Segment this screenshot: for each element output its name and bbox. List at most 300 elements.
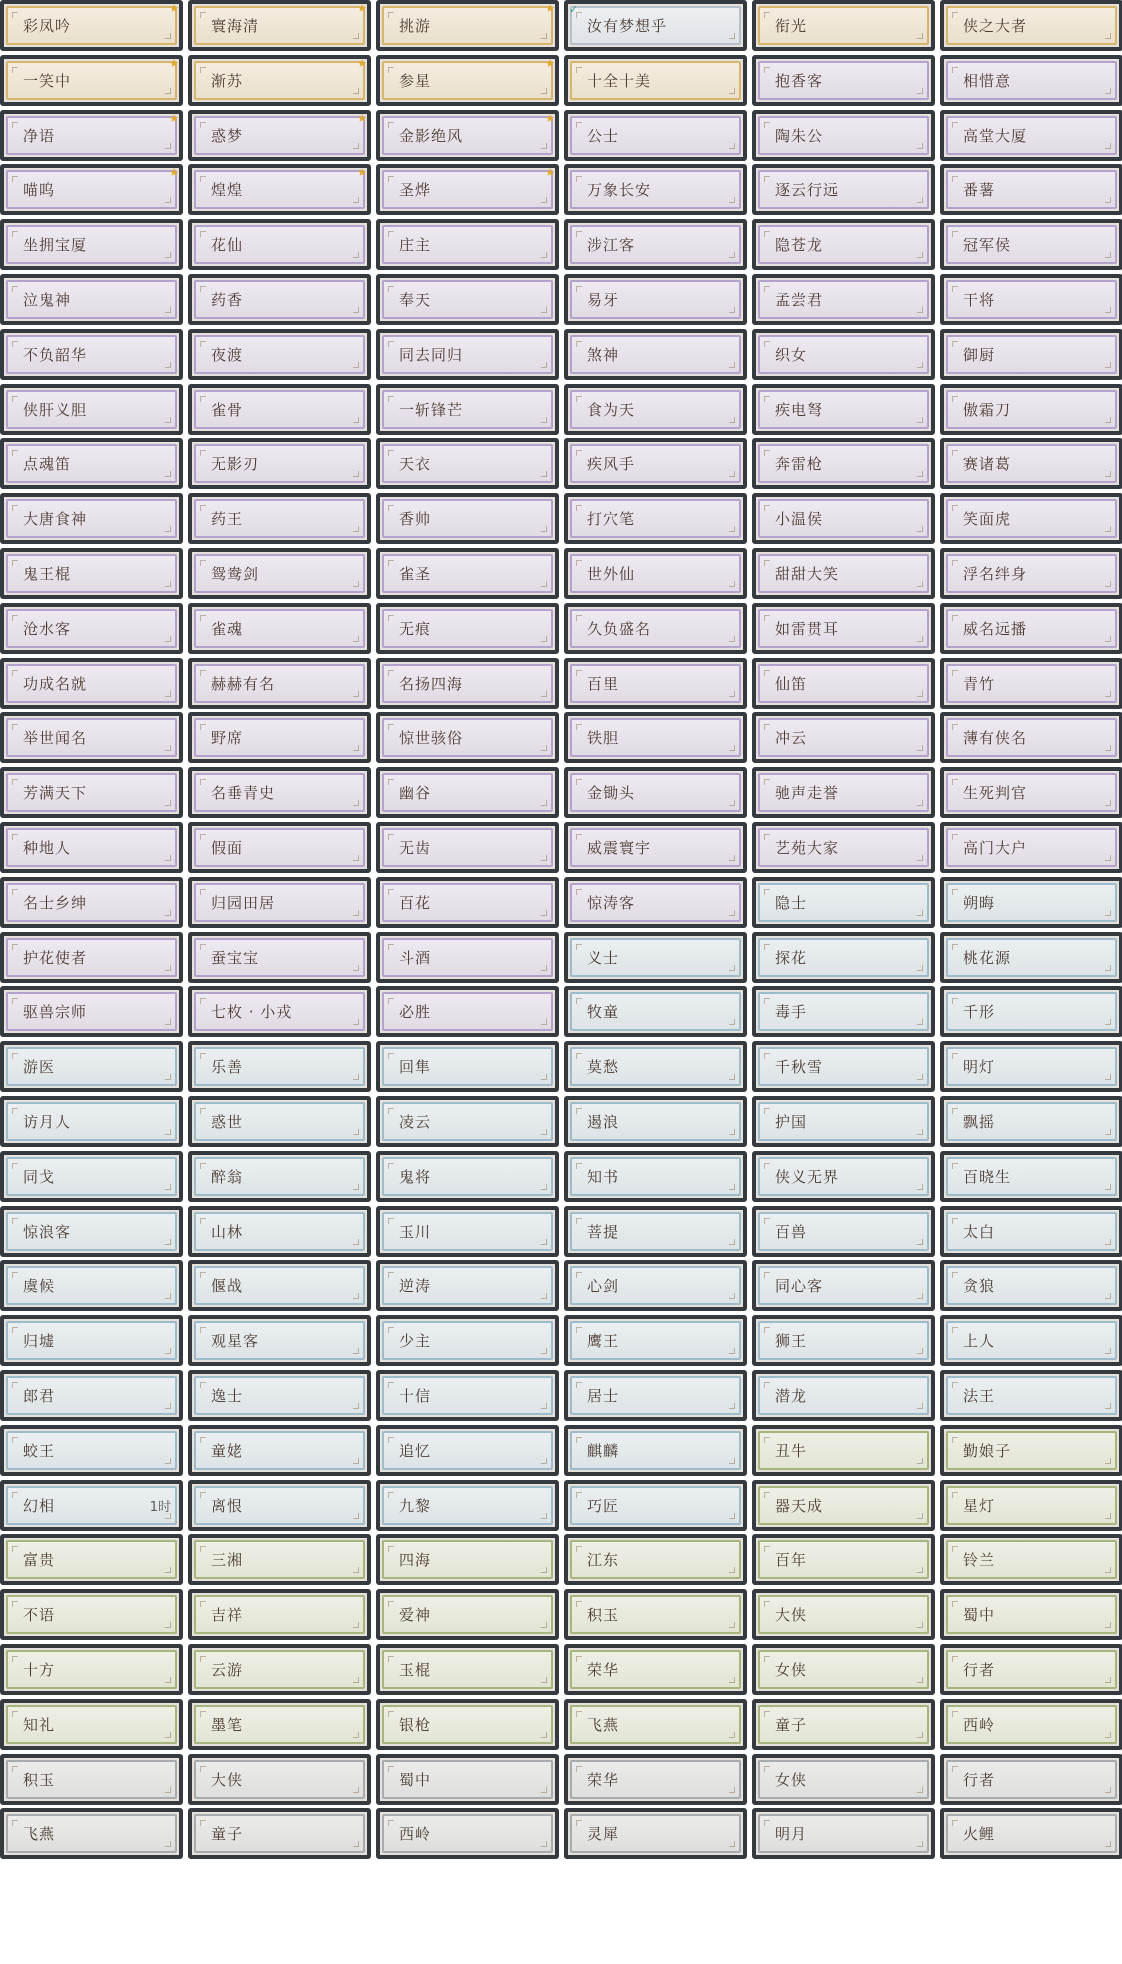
title-item[interactable]	[752, 712, 935, 763]
title-item[interactable]	[940, 1589, 1122, 1640]
title-item[interactable]	[0, 1370, 183, 1421]
title-item-label: 名扬四海	[399, 674, 464, 693]
title-item[interactable]	[940, 822, 1122, 873]
title-item-label: 净语	[23, 126, 56, 145]
title-item[interactable]	[940, 55, 1122, 106]
title-item[interactable]	[564, 219, 747, 270]
title-item[interactable]	[188, 1534, 371, 1585]
title-item[interactable]	[940, 1644, 1122, 1695]
title-item[interactable]	[188, 658, 371, 709]
title-item[interactable]	[376, 1370, 559, 1421]
title-item[interactable]	[752, 1534, 935, 1585]
frame-corner-ornament	[165, 745, 171, 751]
title-item[interactable]	[940, 329, 1122, 380]
title-item[interactable]	[564, 1425, 747, 1476]
frame-corner-ornament	[1105, 471, 1111, 477]
title-item[interactable]	[188, 329, 371, 380]
frame-corner-ornament	[917, 1513, 923, 1519]
frame-corner-ornament	[353, 1732, 359, 1738]
title-item[interactable]	[188, 603, 371, 654]
title-item[interactable]	[940, 1699, 1122, 1750]
title-item[interactable]	[752, 1808, 935, 1859]
title-item[interactable]	[564, 55, 747, 106]
star-icon: ★	[169, 111, 179, 125]
title-item[interactable]	[564, 767, 747, 818]
title-item[interactable]	[376, 164, 559, 215]
title-item[interactable]	[376, 1096, 559, 1147]
frame-corner-ornament	[12, 122, 18, 128]
title-item-label: 相惜意	[963, 71, 1012, 90]
title-item[interactable]	[188, 1206, 371, 1257]
title-item[interactable]	[0, 1589, 183, 1640]
title-item[interactable]	[188, 164, 371, 215]
title-item[interactable]	[188, 1260, 371, 1311]
title-item[interactable]	[376, 329, 559, 380]
title-item[interactable]	[940, 548, 1122, 599]
title-item[interactable]	[564, 822, 747, 873]
frame-corner-ornament	[353, 362, 359, 368]
title-item-label: 驰声走誉	[775, 784, 840, 803]
title-item[interactable]	[564, 1644, 747, 1695]
title-item[interactable]	[376, 1315, 559, 1366]
title-item[interactable]	[564, 1151, 747, 1202]
title-item[interactable]	[752, 932, 935, 983]
title-item[interactable]	[376, 110, 559, 161]
frame-corner-ornament	[12, 1272, 18, 1278]
title-item[interactable]	[940, 1260, 1122, 1311]
title-item[interactable]	[752, 0, 935, 51]
title-item[interactable]	[376, 658, 559, 709]
title-item[interactable]	[0, 110, 183, 161]
title-item[interactable]	[376, 1534, 559, 1585]
title-item[interactable]	[940, 1425, 1122, 1476]
title-item-label: 薄有侠名	[963, 729, 1028, 748]
frame-corner-ornament	[729, 1677, 735, 1683]
frame-corner-ornament	[576, 1053, 582, 1059]
frame-corner-ornament	[576, 1272, 582, 1278]
title-item[interactable]	[564, 1041, 747, 1092]
frame-corner-ornament	[12, 1218, 18, 1224]
title-item[interactable]	[564, 0, 747, 51]
title-item[interactable]	[0, 603, 183, 654]
title-item[interactable]	[376, 1041, 559, 1092]
title-item[interactable]	[188, 274, 371, 325]
frame-corner-ornament	[952, 67, 958, 73]
frame-corner-ornament	[952, 1601, 958, 1607]
title-item[interactable]	[752, 274, 935, 325]
title-item-label: 喵呜	[23, 181, 56, 200]
title-item[interactable]	[564, 164, 747, 215]
title-item[interactable]	[376, 219, 559, 270]
title-item[interactable]	[564, 329, 747, 380]
title-item[interactable]	[188, 438, 371, 489]
frame-corner-ornament	[12, 505, 18, 511]
title-item[interactable]	[564, 1589, 747, 1640]
title-item[interactable]	[376, 1699, 559, 1750]
title-item[interactable]	[564, 1370, 747, 1421]
frame-corner-ornament	[764, 1766, 770, 1772]
title-item[interactable]	[752, 603, 935, 654]
title-item[interactable]	[0, 1808, 183, 1859]
title-item[interactable]	[188, 986, 371, 1037]
title-item[interactable]	[564, 1754, 747, 1805]
title-item[interactable]	[564, 1480, 747, 1531]
title-item[interactable]	[752, 822, 935, 873]
title-item[interactable]	[376, 986, 559, 1037]
title-item[interactable]	[0, 384, 183, 435]
title-item[interactable]	[752, 1315, 935, 1366]
frame-corner-ornament	[541, 745, 547, 751]
title-item[interactable]	[752, 1699, 935, 1750]
frame-corner-ornament	[764, 998, 770, 1004]
title-item[interactable]	[0, 767, 183, 818]
title-item[interactable]	[752, 219, 935, 270]
title-item[interactable]	[376, 1260, 559, 1311]
title-item[interactable]	[188, 219, 371, 270]
title-item[interactable]	[376, 548, 559, 599]
title-item[interactable]	[940, 164, 1122, 215]
title-item[interactable]	[188, 110, 371, 161]
title-item[interactable]	[564, 274, 747, 325]
title-item-label: 不语	[23, 1606, 56, 1625]
frame-corner-ornament	[541, 1622, 547, 1628]
title-item[interactable]	[188, 1041, 371, 1092]
frame-corner-ornament	[200, 1108, 206, 1114]
title-item[interactable]	[188, 822, 371, 873]
frame-corner-ornament	[165, 1184, 171, 1190]
title-item[interactable]	[188, 932, 371, 983]
title-item[interactable]	[0, 1644, 183, 1695]
title-item[interactable]	[940, 767, 1122, 818]
title-item[interactable]	[0, 0, 183, 51]
title-item[interactable]	[940, 877, 1122, 928]
title-item[interactable]	[752, 1151, 935, 1202]
title-item[interactable]	[188, 1808, 371, 1859]
title-item[interactable]	[564, 1808, 747, 1859]
title-item[interactable]	[564, 438, 747, 489]
title-item[interactable]	[376, 1480, 559, 1531]
title-item[interactable]	[940, 603, 1122, 654]
title-item[interactable]	[564, 1206, 747, 1257]
check-icon: ✓	[569, 3, 579, 16]
title-item[interactable]	[752, 1754, 935, 1805]
frame-corner-ornament	[917, 636, 923, 642]
title-item[interactable]	[376, 438, 559, 489]
title-item[interactable]	[188, 1699, 371, 1750]
title-item[interactable]	[940, 932, 1122, 983]
frame-corner-ornament	[200, 944, 206, 950]
title-item[interactable]	[188, 493, 371, 544]
title-item[interactable]	[376, 822, 559, 873]
frame-corner-ornament	[764, 1053, 770, 1059]
title-item[interactable]	[188, 384, 371, 435]
title-item[interactable]	[188, 0, 371, 51]
frame-corner-ornament	[165, 526, 171, 532]
title-item-label: 探花	[775, 948, 808, 967]
title-item[interactable]	[752, 438, 935, 489]
frame-corner-ornament	[917, 1732, 923, 1738]
title-item[interactable]	[564, 986, 747, 1037]
title-item[interactable]	[376, 1644, 559, 1695]
title-item[interactable]	[0, 1260, 183, 1311]
frame-corner-ornament	[12, 1382, 18, 1388]
title-item[interactable]	[376, 274, 559, 325]
title-item-label: 荣华	[587, 1661, 620, 1679]
title-item-label: 乐善	[211, 1058, 244, 1077]
title-item[interactable]	[940, 658, 1122, 709]
title-item[interactable]	[0, 986, 183, 1037]
title-item-label: 同心客	[775, 1277, 824, 1296]
title-item[interactable]	[940, 1370, 1122, 1421]
title-item[interactable]	[376, 1425, 559, 1476]
title-item[interactable]	[0, 932, 183, 983]
title-item[interactable]	[0, 1315, 183, 1366]
title-item[interactable]	[564, 384, 747, 435]
title-item[interactable]	[376, 712, 559, 763]
title-item[interactable]	[0, 877, 183, 928]
frame-corner-ornament	[729, 362, 735, 368]
title-item[interactable]	[752, 986, 935, 1037]
title-item[interactable]	[752, 329, 935, 380]
frame-corner-ornament	[12, 12, 18, 18]
title-item[interactable]	[564, 1260, 747, 1311]
title-item[interactable]	[188, 548, 371, 599]
title-item[interactable]	[188, 1644, 371, 1695]
title-item[interactable]	[564, 1534, 747, 1585]
frame-corner-ornament	[165, 965, 171, 971]
frame-corner-ornament	[917, 1787, 923, 1793]
frame-corner-ornament	[576, 1711, 582, 1717]
title-item[interactable]	[0, 822, 183, 873]
title-item[interactable]	[752, 658, 935, 709]
title-item-label: 女侠	[775, 1661, 808, 1679]
title-item-label: 飞燕	[23, 1825, 56, 1844]
frame-corner-ornament	[729, 1129, 735, 1135]
frame-corner-ornament	[576, 834, 582, 840]
title-item-label: 生死判官	[963, 784, 1028, 803]
frame-corner-ornament	[952, 1656, 958, 1662]
frame-corner-ornament	[1105, 1513, 1111, 1519]
title-item[interactable]	[940, 493, 1122, 544]
title-item[interactable]	[752, 1644, 935, 1695]
frame-corner-ornament	[541, 581, 547, 587]
title-item[interactable]	[564, 877, 747, 928]
title-item[interactable]	[376, 493, 559, 544]
title-item[interactable]	[940, 438, 1122, 489]
frame-corner-ornament	[200, 231, 206, 237]
frame-corner-ornament	[917, 1348, 923, 1354]
title-item[interactable]	[752, 1041, 935, 1092]
title-item[interactable]	[0, 329, 183, 380]
title-item[interactable]	[940, 110, 1122, 161]
title-item[interactable]	[0, 55, 183, 106]
frame-corner-ornament	[576, 67, 582, 73]
title-item[interactable]	[752, 493, 935, 544]
title-item-label: 点魂笛	[23, 455, 72, 474]
title-item-label: 雀圣	[399, 565, 432, 583]
frame-corner-ornament	[541, 1732, 547, 1738]
title-item[interactable]	[376, 603, 559, 654]
title-item[interactable]	[376, 767, 559, 818]
title-item[interactable]	[0, 1151, 183, 1202]
frame-corner-ornament	[917, 965, 923, 971]
title-item-label: 夜渡	[211, 345, 244, 364]
title-item[interactable]	[0, 164, 183, 215]
title-item[interactable]	[940, 1754, 1122, 1805]
frame-corner-ornament	[165, 252, 171, 258]
frame-corner-ornament	[353, 691, 359, 697]
title-item-label: 一斩锋芒	[399, 400, 464, 419]
title-item[interactable]	[188, 1096, 371, 1147]
title-item[interactable]	[0, 493, 183, 544]
frame-corner-ornament	[1105, 1403, 1111, 1409]
title-item[interactable]	[0, 1534, 183, 1585]
frame-corner-ornament	[576, 176, 582, 182]
frame-corner-ornament	[165, 1019, 171, 1025]
title-item[interactable]	[940, 1315, 1122, 1366]
title-item[interactable]	[0, 1096, 183, 1147]
title-item[interactable]	[188, 712, 371, 763]
title-item[interactable]	[564, 548, 747, 599]
title-item[interactable]	[940, 1480, 1122, 1531]
title-item-label: 鸳鸯剑	[211, 565, 260, 583]
title-item[interactable]	[376, 1589, 559, 1640]
frame-corner-ornament	[729, 1513, 735, 1519]
title-item[interactable]	[0, 1754, 183, 1805]
title-item[interactable]	[564, 932, 747, 983]
title-item[interactable]	[0, 658, 183, 709]
title-item[interactable]	[0, 1699, 183, 1750]
title-item[interactable]	[940, 1096, 1122, 1147]
title-item[interactable]	[752, 164, 935, 215]
title-item[interactable]	[940, 1808, 1122, 1859]
title-item[interactable]	[940, 1041, 1122, 1092]
title-item[interactable]	[752, 1370, 935, 1421]
frame-corner-ornament	[12, 1492, 18, 1498]
title-item[interactable]	[752, 1260, 935, 1311]
frame-corner-ornament	[952, 341, 958, 347]
title-item[interactable]	[376, 932, 559, 983]
title-item[interactable]	[376, 1808, 559, 1859]
title-item[interactable]	[752, 1425, 935, 1476]
title-item[interactable]	[564, 1096, 747, 1147]
title-item[interactable]	[0, 1041, 183, 1092]
title-item[interactable]	[940, 986, 1122, 1037]
frame-corner-ornament	[388, 834, 394, 840]
title-item[interactable]	[564, 658, 747, 709]
title-item[interactable]	[752, 877, 935, 928]
title-item[interactable]	[0, 438, 183, 489]
title-item[interactable]	[940, 0, 1122, 51]
title-item[interactable]	[752, 1096, 935, 1147]
star-icon: ★	[545, 2, 555, 15]
frame-corner-ornament	[353, 197, 359, 203]
title-item[interactable]	[376, 1206, 559, 1257]
title-item[interactable]	[752, 384, 935, 435]
frame-corner-ornament	[1105, 1622, 1111, 1628]
title-item[interactable]	[564, 712, 747, 763]
title-item-label: 勤娘子	[963, 1441, 1012, 1460]
title-item[interactable]	[376, 1151, 559, 1202]
title-item-label: 高门大户	[963, 839, 1028, 857]
title-item[interactable]	[940, 712, 1122, 763]
title-item[interactable]	[188, 877, 371, 928]
title-item[interactable]	[752, 767, 935, 818]
title-item[interactable]	[376, 877, 559, 928]
frame-corner-ornament	[200, 450, 206, 456]
title-item-label: 千形	[963, 1003, 996, 1022]
title-item[interactable]	[188, 1589, 371, 1640]
title-item[interactable]	[0, 1425, 183, 1476]
title-item-label: 花仙	[211, 236, 244, 255]
title-item[interactable]	[0, 1206, 183, 1257]
frame-corner-ornament	[200, 1382, 206, 1388]
frame-corner-ornament	[1105, 1129, 1111, 1135]
title-item[interactable]	[940, 274, 1122, 325]
title-item[interactable]	[188, 1480, 371, 1531]
title-item[interactable]	[376, 1754, 559, 1805]
frame-corner-ornament	[576, 1656, 582, 1662]
frame-corner-ornament	[165, 1458, 171, 1464]
title-item[interactable]	[564, 1699, 747, 1750]
title-item[interactable]	[0, 274, 183, 325]
title-item[interactable]	[188, 1425, 371, 1476]
title-item[interactable]	[0, 1480, 183, 1531]
title-item[interactable]	[564, 110, 747, 161]
title-item-label: 侠之大者	[963, 17, 1028, 35]
title-item[interactable]	[376, 55, 559, 106]
title-item[interactable]	[940, 1534, 1122, 1585]
frame-corner-ornament	[12, 1711, 18, 1717]
title-item[interactable]	[188, 1315, 371, 1366]
frame-corner-ornament	[952, 1327, 958, 1333]
title-item[interactable]	[752, 1589, 935, 1640]
title-item-label: 百里	[587, 674, 620, 693]
title-item[interactable]	[376, 384, 559, 435]
title-item[interactable]	[940, 1206, 1122, 1257]
title-item[interactable]	[0, 712, 183, 763]
frame-corner-ornament	[541, 1458, 547, 1464]
title-item[interactable]	[940, 384, 1122, 435]
title-item[interactable]	[188, 1151, 371, 1202]
frame-corner-ornament	[917, 1074, 923, 1080]
frame-corner-ornament	[165, 1841, 171, 1847]
title-item[interactable]	[940, 219, 1122, 270]
title-item[interactable]	[376, 0, 559, 51]
frame-corner-ornament	[1105, 417, 1111, 423]
title-item[interactable]	[188, 767, 371, 818]
title-item[interactable]	[564, 493, 747, 544]
frame-corner-ornament	[541, 1293, 547, 1299]
title-item[interactable]	[752, 1480, 935, 1531]
title-item[interactable]	[0, 219, 183, 270]
title-item[interactable]	[752, 548, 935, 599]
title-item-label: 百花	[399, 893, 432, 912]
title-item[interactable]	[188, 1370, 371, 1421]
title-item[interactable]	[752, 1206, 935, 1257]
title-item[interactable]	[188, 55, 371, 106]
title-item[interactable]	[752, 110, 935, 161]
frame-corner-ornament	[165, 1293, 171, 1299]
title-item[interactable]	[564, 603, 747, 654]
title-item[interactable]	[752, 55, 935, 106]
title-item-label: 孟尝君	[775, 291, 824, 309]
title-item[interactable]	[940, 1151, 1122, 1202]
title-item[interactable]	[0, 548, 183, 599]
title-item[interactable]	[564, 1315, 747, 1366]
title-item-label: 香帅	[399, 510, 432, 529]
title-item[interactable]	[188, 1754, 371, 1805]
